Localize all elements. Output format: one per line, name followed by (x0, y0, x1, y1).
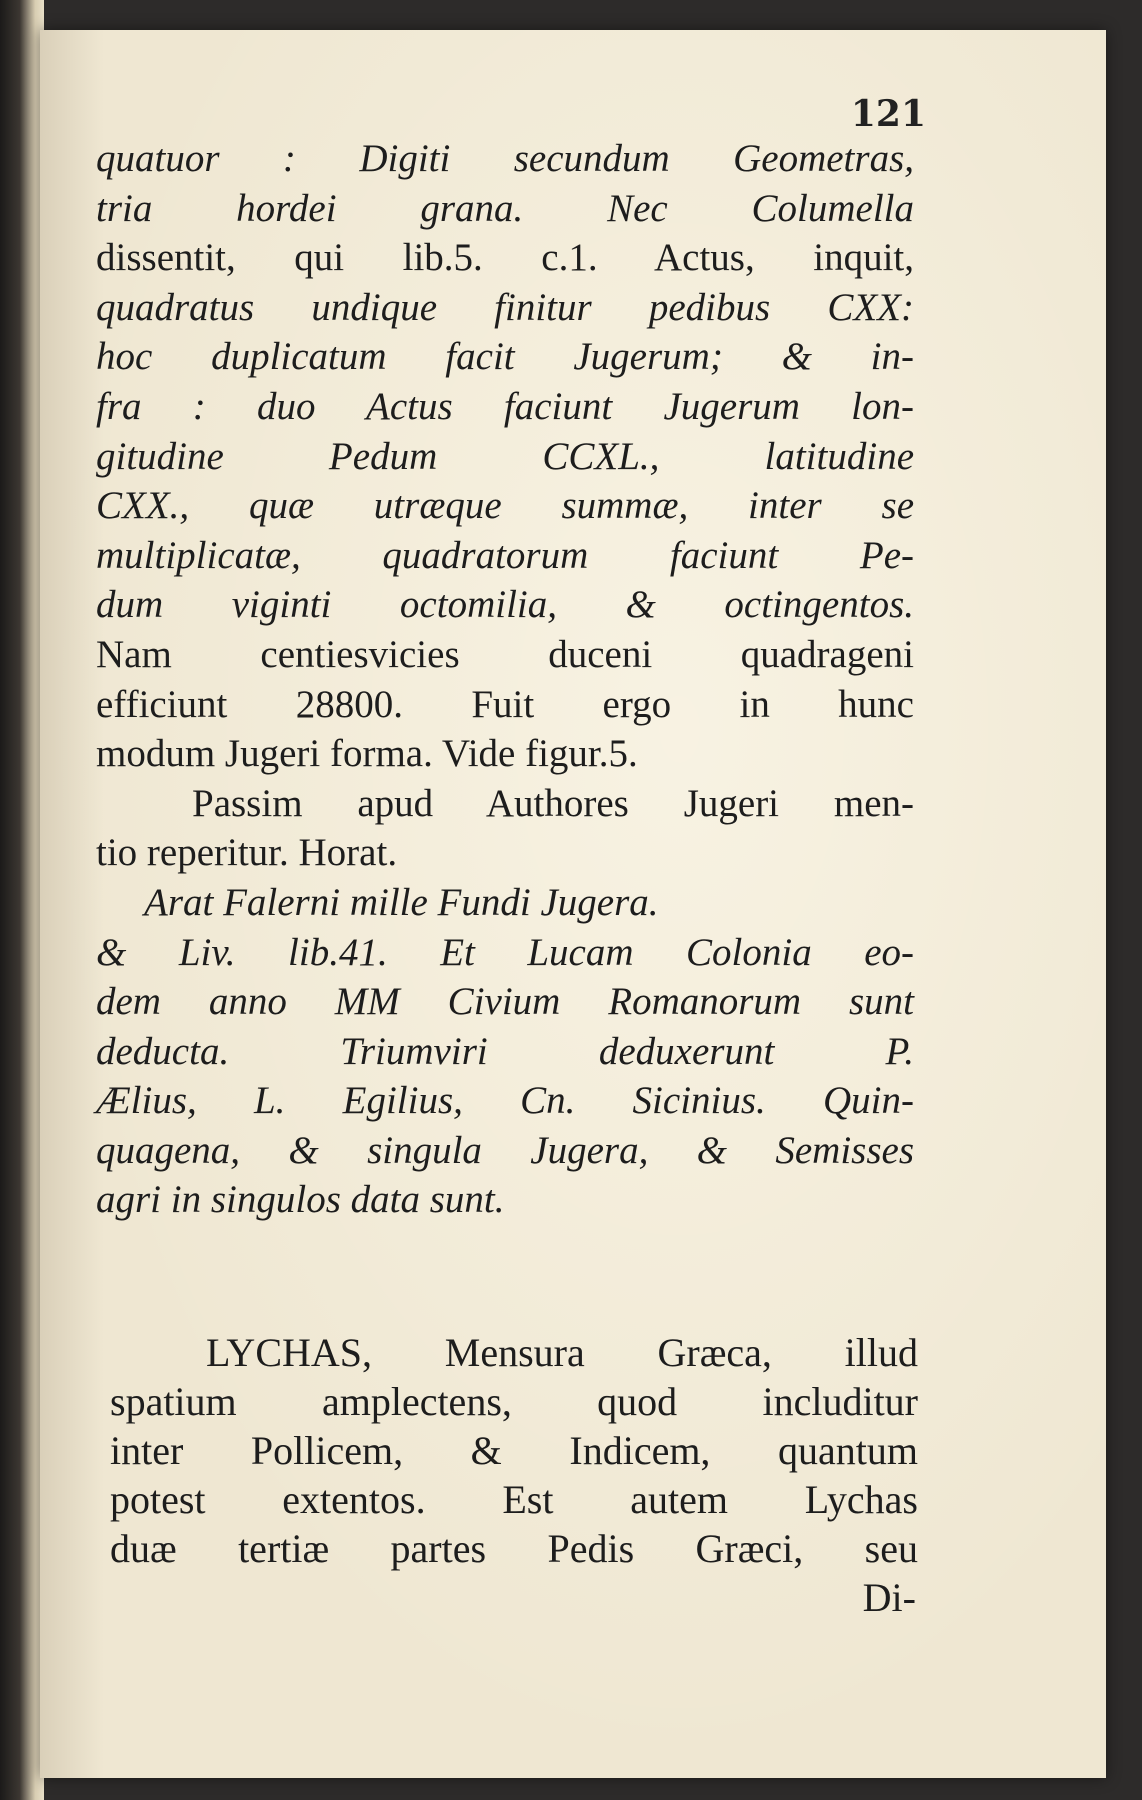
text-line: hoc duplicatum facit Jugerum; & in- (96, 335, 914, 379)
text-line: potest extentos. Est autem Lychas (110, 1477, 918, 1522)
text-line: quadratus undique finitur pedibus CXX: (96, 285, 914, 329)
text-line: dum viginti octomilia, & octingentos. (96, 583, 914, 627)
text-line: inter Pollicem, & Indicem, quantum (110, 1428, 918, 1473)
entry-heading-line: LYCHAS, Mensura Græca, illud (206, 1330, 918, 1375)
text-block-jugerum (96, 134, 914, 1225)
text-line: dissentit, qui lib.5. c.1. Actus, inquit, (96, 236, 914, 280)
text-line: spatium amplectens, quod includitur (110, 1379, 918, 1424)
text-line: Ælius, L. Egilius, Cn. Sicinius. Quin- (96, 1079, 914, 1123)
text-line: tria hordei grana. Nec Columella (96, 186, 914, 230)
text-block-lychas (110, 1328, 918, 1622)
text-line: & Liv. lib.41. Et Lucam Colonia eo- (96, 930, 914, 974)
text-line: deducta. Triumviri deduxerunt P. (96, 1029, 914, 1073)
text-line: multiplicatæ, quadratorum faciunt Pe- (96, 533, 914, 577)
text-line: modum Jugeri forma. Vide figur.5. (96, 732, 638, 776)
catchword: Di- (862, 1575, 916, 1620)
page-number: 121 (850, 93, 926, 135)
book-binding (0, 0, 44, 1800)
text-line: CXX., quæ utræque summæ, inter se (96, 484, 914, 528)
text-line: tio reperitur. Horat. (96, 831, 398, 875)
text-line: agri in singulos data sunt. (96, 1178, 505, 1222)
verse-quote: Arat Falerni mille Fundi Jugera. (144, 880, 659, 924)
text-line: quatuor : Digiti secundum Geometras, (96, 137, 914, 180)
text-line: gitudine Pedum CCXL., latitudine (96, 434, 914, 478)
book-page (40, 30, 1106, 1778)
text-line: quagena, & singula Jugera, & Semisses (96, 1128, 914, 1172)
text-line: dem anno MM Civium Romanorum sunt (96, 980, 914, 1024)
text-line: fra : duo Actus faciunt Jugerum lon- (96, 384, 914, 428)
text-line: duæ tertiæ partes Pedis Græci, seu (110, 1526, 918, 1571)
text-line: Passim apud Authores Jugeri men- (192, 781, 914, 825)
text-line: efficiunt 28800. Fuit ergo in hunc (96, 682, 914, 726)
text-line: Nam centiesvicies duceni quadrageni (96, 632, 914, 676)
